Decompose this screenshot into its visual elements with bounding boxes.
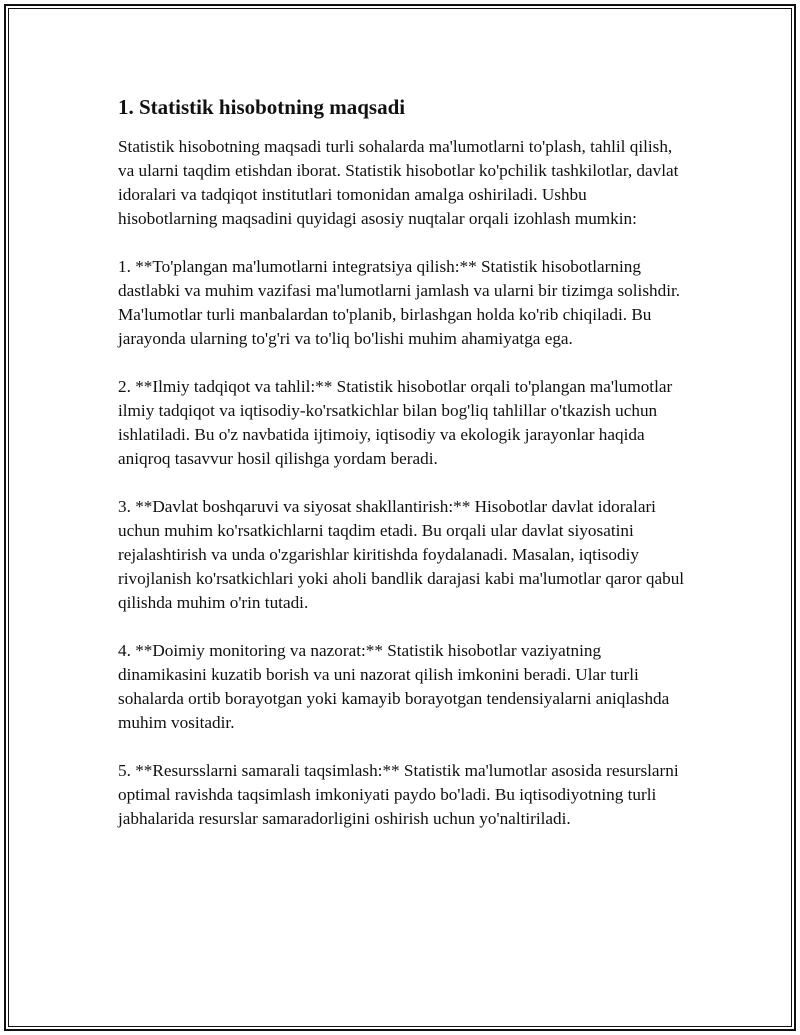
point-1-paragraph: 1. **To'plangan ma'lumotlarni integratsiya qilish:** Statistik hisobotlarning dastlabki va muhim vazifasi ma'lumotlarni jamlash va ularni bir tizimga solishdir. Ma'lumotlar turli manbalardan to'planib, birlashgan holda ko'rib chiqiladi. Bu jarayonda ularning to'g'ri va to'liq bo'lishi muhim ahamiyatga ega. (118, 257, 681, 348)
section-heading: 1. Statistik hisobotning maqsadi (118, 95, 406, 119)
point-4-paragraph: 4. **Doimiy monitoring va nazorat:** Statistik hisobotlar vaziyatning dinamikasini kuzatib borish va uni nazorat qilish imkonini beradi. Ular turli sohalarda ortib borayotgan yoki kamayib borayotgan tendensiyalarni aniqlashda muhim vositadir. (118, 641, 670, 732)
point-2-paragraph: 2. **Ilmiy tadqiqot va tahlil:** Statistik hisobotlar orqali to'plangan ma'lumotlar ilmiy tadqiqot va iqtisodiy-ko'rsatkichlar bilan bog'liq tahlillar o'tkazish uchun ishlatiladi. Bu o'z navbatida ijtimoiy, iqtisodiy va ekologik jarayonlar haqida aniqroq tasavvur hosil qilishga yordam beradi. (118, 377, 673, 468)
point-5-paragraph: 5. **Resursslarni samarali taqsimlash:** Statistik ma'lumotlar asosida resurslarni optimal ravishda taqsimlash imkoniyati paydo bo'ladi. Bu iqtisodiyotning turli jabhalarida resurslar samaradorligini oshirish uchun yo'naltiriladi. (118, 761, 679, 828)
document-body (118, 93, 688, 855)
point-3-paragraph: 3. **Davlat boshqaruvi va siyosat shakllantirish:** Hisobotlar davlat idoralari uchun muhim ko'rsatkichlarni taqdim etadi. Bu orqali ular davlat siyosatini rejalashtirish va unda o'zgarishlar kiritishda foydalanadi. Masalan, iqtisodiy rivojlanish ko'rsatkichlari yoki aholi bandlik darajasi kabi ma'lumotlar qaror qabul qilishda muhim o'rin tutadi. (118, 497, 685, 612)
intro-paragraph: Statistik hisobotning maqsadi turli sohalarda ma'lumotlarni to'plash, tahlil qilish, va ularni taqdim etishdan iborat. Statistik hisobotlar ko'pchilik tashkilotlar, davlat idoralari va tadqiqot institutlari tomonidan amalga oshiriladi. Ushbu hisobotlarning maqsadini quyidagi asosiy nuqtalar orqali izohlash mumkin: (118, 137, 679, 228)
